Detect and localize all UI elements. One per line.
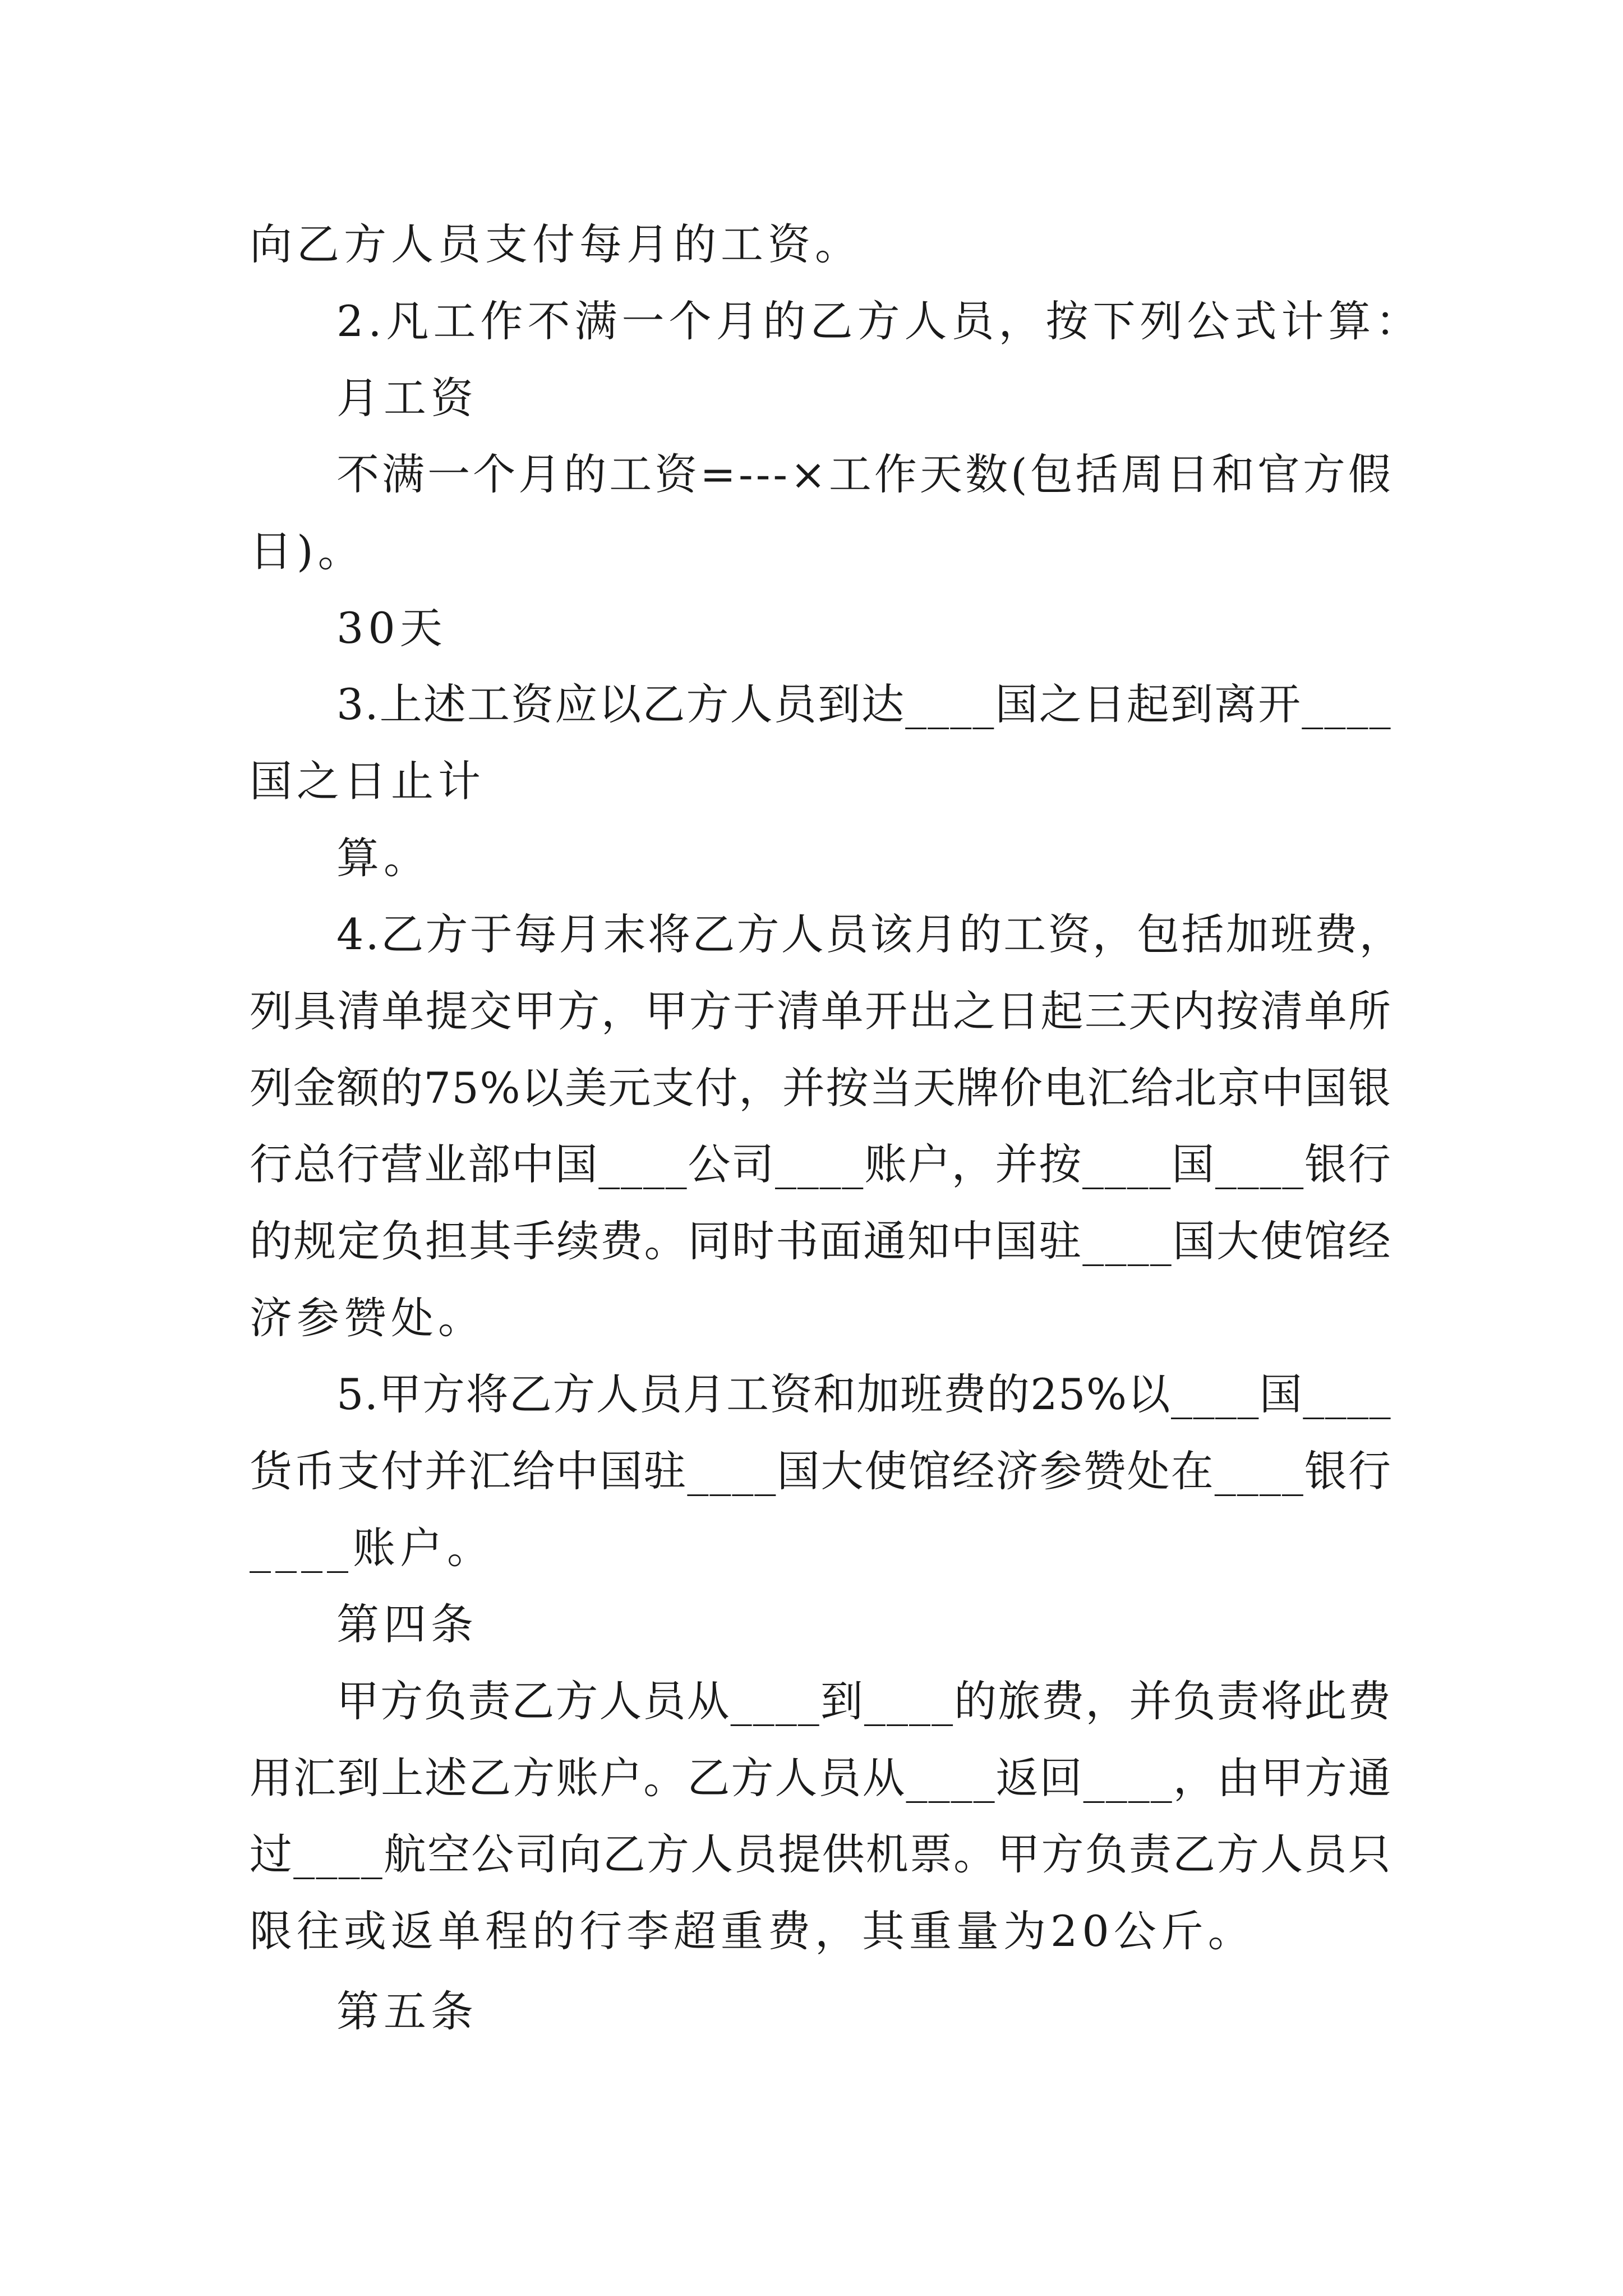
text-line: 5 . 甲 方 将 乙 方 人 员 月 工 资 和 加 班 费 的 2 5 % 以 _ _ _ _ 国 _ _ _ _ <box>336 1369 1391 1419</box>
text-line: 列 具 清 单 提 交 甲 方 ， 甲 方 于 清 单 开 出 之 日 起 三 天 内 按 清 单 所 <box>250 986 1391 1036</box>
text-line: 列 金 额 的 7 5 % 以 美 元 支 付 ， 并 按 当 天 牌 价 电 汇 给 北 京 中 国 银 <box>250 1063 1391 1113</box>
text-line: 行 总 行 营 业 部 中 国 _ _ _ _ 公 司 _ _ _ _ 账 户 ， 并 按 _ _ _ _ 国 _ _ _ _ 银 行 <box>250 1139 1391 1189</box>
text-line: 甲 方 负 责 乙 方 人 员 从 _ _ _ _ 到 _ _ _ _ 的 旅 费 ， 并 负 责 将 此 费 <box>336 1676 1391 1726</box>
text-line: 不 满 一 个 月 的 工 资 = - - - × 工 作 天 数 ( 包 括 周 日 和 官 方 假 <box>336 449 1391 499</box>
text-line: 4 . 乙 方 于 每 月 末 将 乙 方 人 员 该 月 的 工 资 ， 包 括 加 班 费 ， <box>336 909 1402 959</box>
text-line: 国之日止计 <box>250 756 485 806</box>
text-line: 限往或返单程的行李超重费，其重量为20公斤。 <box>250 1906 1255 1956</box>
text-line: 济参赞处。 <box>250 1293 485 1343</box>
text-line: 的 规 定 负 担 其 手 续 费 。 同 时 书 面 通 知 中 国 驻 _ _ _ _ 国 大 使 馆 经 <box>250 1216 1391 1266</box>
text-line: 算。 <box>336 833 431 883</box>
text-line: 向乙方人员支付每月的工资。 <box>250 219 862 269</box>
text-line: 月工资 <box>336 373 478 423</box>
section-heading: 第五条 <box>336 1986 478 2036</box>
text-line: 过 _ _ _ _ 航 空 公 司 向 乙 方 人 员 提 供 机 票 。 甲 方 负 责 乙 方 人 员 只 <box>250 1829 1391 1879</box>
section-heading: 第四条 <box>336 1599 478 1649</box>
text-line: 日)。 <box>250 526 365 576</box>
text-line: 2.凡工作不满一个月的乙方人员，按下列公式计算： <box>336 296 1423 346</box>
text-line: 30天 <box>336 603 447 653</box>
text-line: ____账户。 <box>250 1523 494 1573</box>
text-line: 3 . 上 述 工 资 应 以 乙 方 人 员 到 达 _ _ _ _ 国 之 日 起 到 离 开 _ _ _ _ <box>336 679 1391 729</box>
text-line: 货 币 支 付 并 汇 给 中 国 驻 _ _ _ _ 国 大 使 馆 经 济 参 赞 处 在 _ _ _ _ 银 行 <box>250 1446 1391 1496</box>
text-line: 用 汇 到 上 述 乙 方 账 户 。 乙 方 人 员 从 _ _ _ _ 返 回 _ _ _ _ ， 由 甲 方 通 <box>250 1753 1391 1803</box>
